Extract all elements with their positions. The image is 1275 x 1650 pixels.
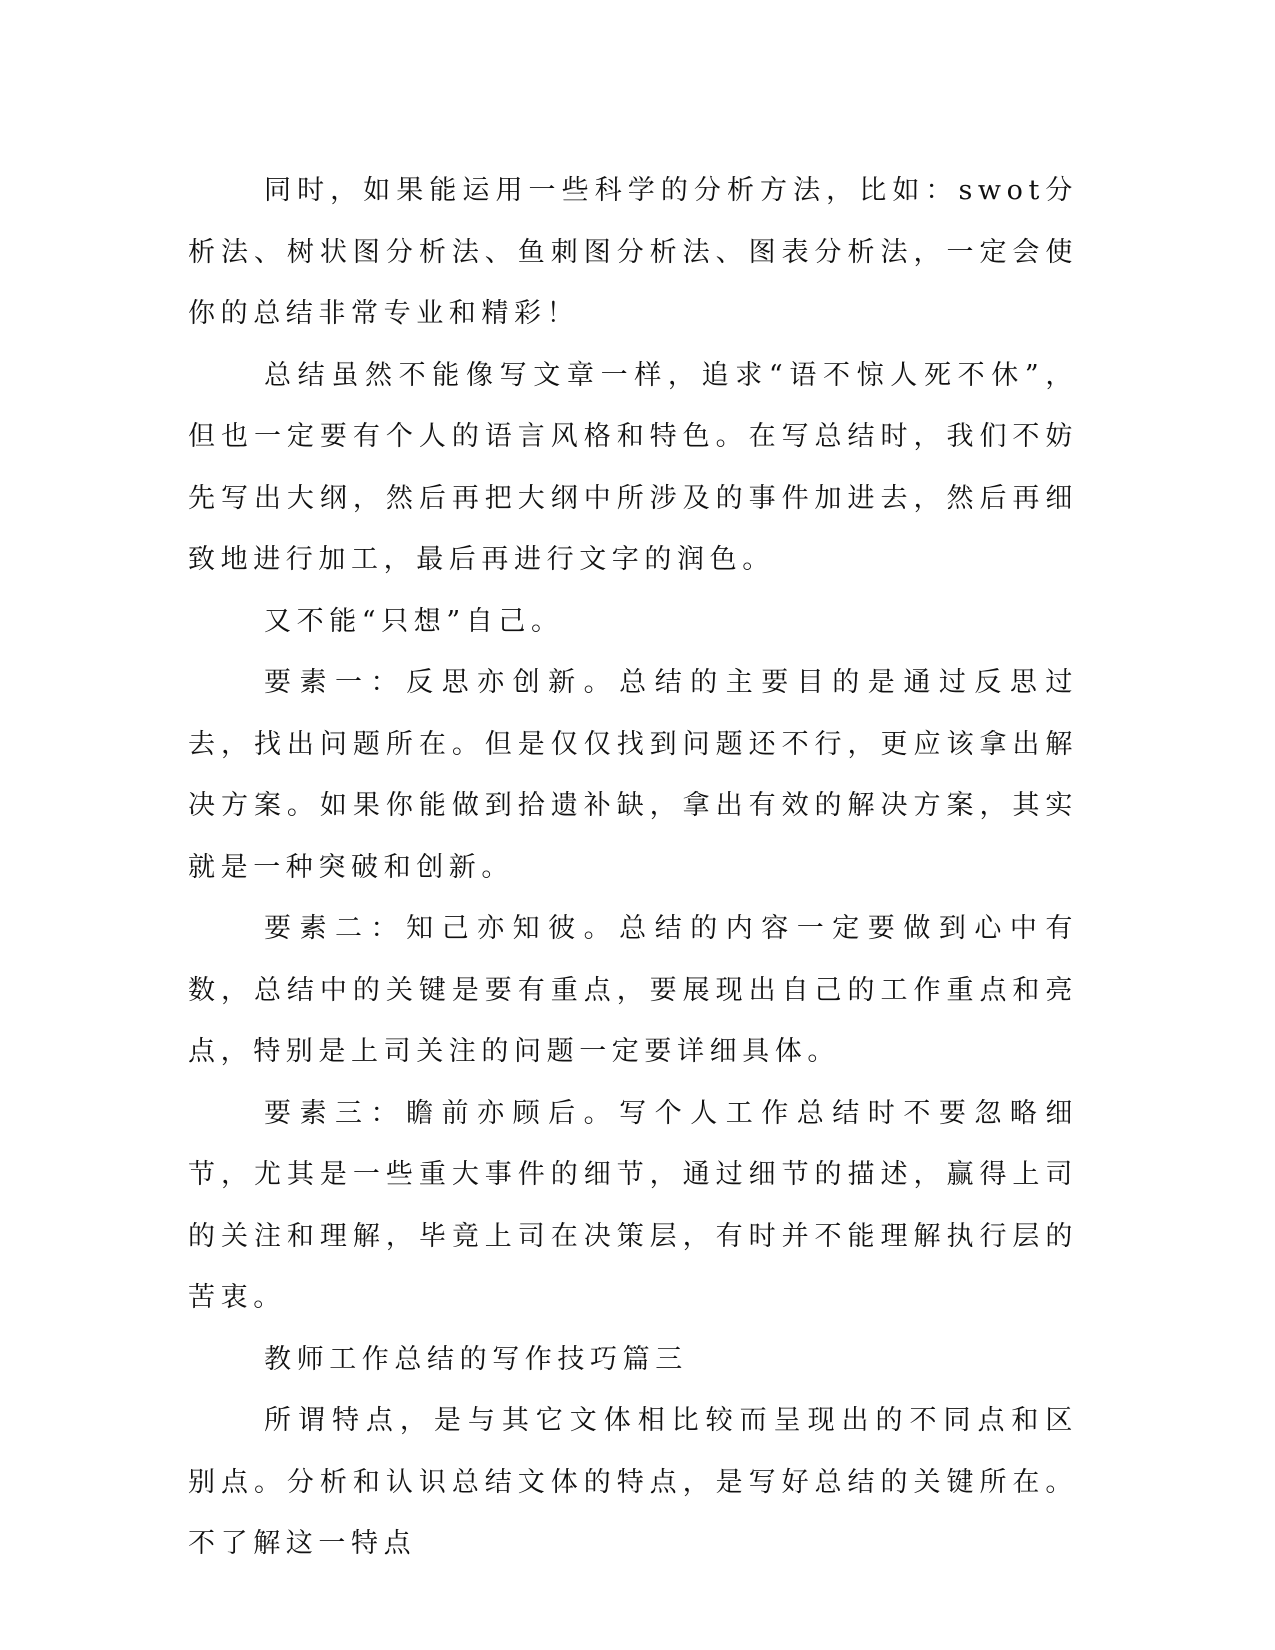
paragraph: 又不能“只想”自己。 <box>264 605 564 637</box>
paragraph: 所谓特点，是与其它文体相比较而呈现出的不同点和区别点。分析和认识总结文体的特点，是写好总结的关键所在。不了解这一特点 <box>188 1405 1078 1559</box>
paragraph: 要素一：反思亦创新。总结的主要目的是通过反思过去，找出问题所在。但是仅仅找到问题还不行，更应该拿出解决方案。如果你能做到拾遗补缺，拿出有效的解决方案，其实就是一种突破和创新。 <box>188 667 1078 883</box>
paragraph: 同时，如果能运用一些科学的分析方法，比如：swot分析法、树状图分析法、鱼刺图分析法、图表分析法，一定会使你的总结非常专业和精彩！ <box>188 175 1078 329</box>
paragraph: 总结虽然不能像写文章一样，追求“语不惊人死不休”，但也一定要有个人的语言风格和特色。在写总结时，我们不妨先写出大纲，然后再把大纲中所涉及的事件加进去，然后再细致地进行加工，最后再进行文字的润色。 <box>188 359 1078 575</box>
paragraph: 要素二：知己亦知彼。总结的内容一定要做到心中有数，总结中的关键是要有重点，要展现出自己的工作重点和亮点，特别是上司关注的问题一定要详细具体。 <box>188 913 1078 1067</box>
document-body <box>188 160 1078 1575</box>
section-heading: 教师工作总结的写作技巧篇三 <box>264 1343 688 1375</box>
paragraph: 要素三：瞻前亦顾后。写个人工作总结时不要忽略细节，尤其是一些重大事件的细节，通过细节的描述，赢得上司的关注和理解，毕竟上司在决策层，有时并不能理解执行层的苦衷。 <box>188 1097 1078 1313</box>
